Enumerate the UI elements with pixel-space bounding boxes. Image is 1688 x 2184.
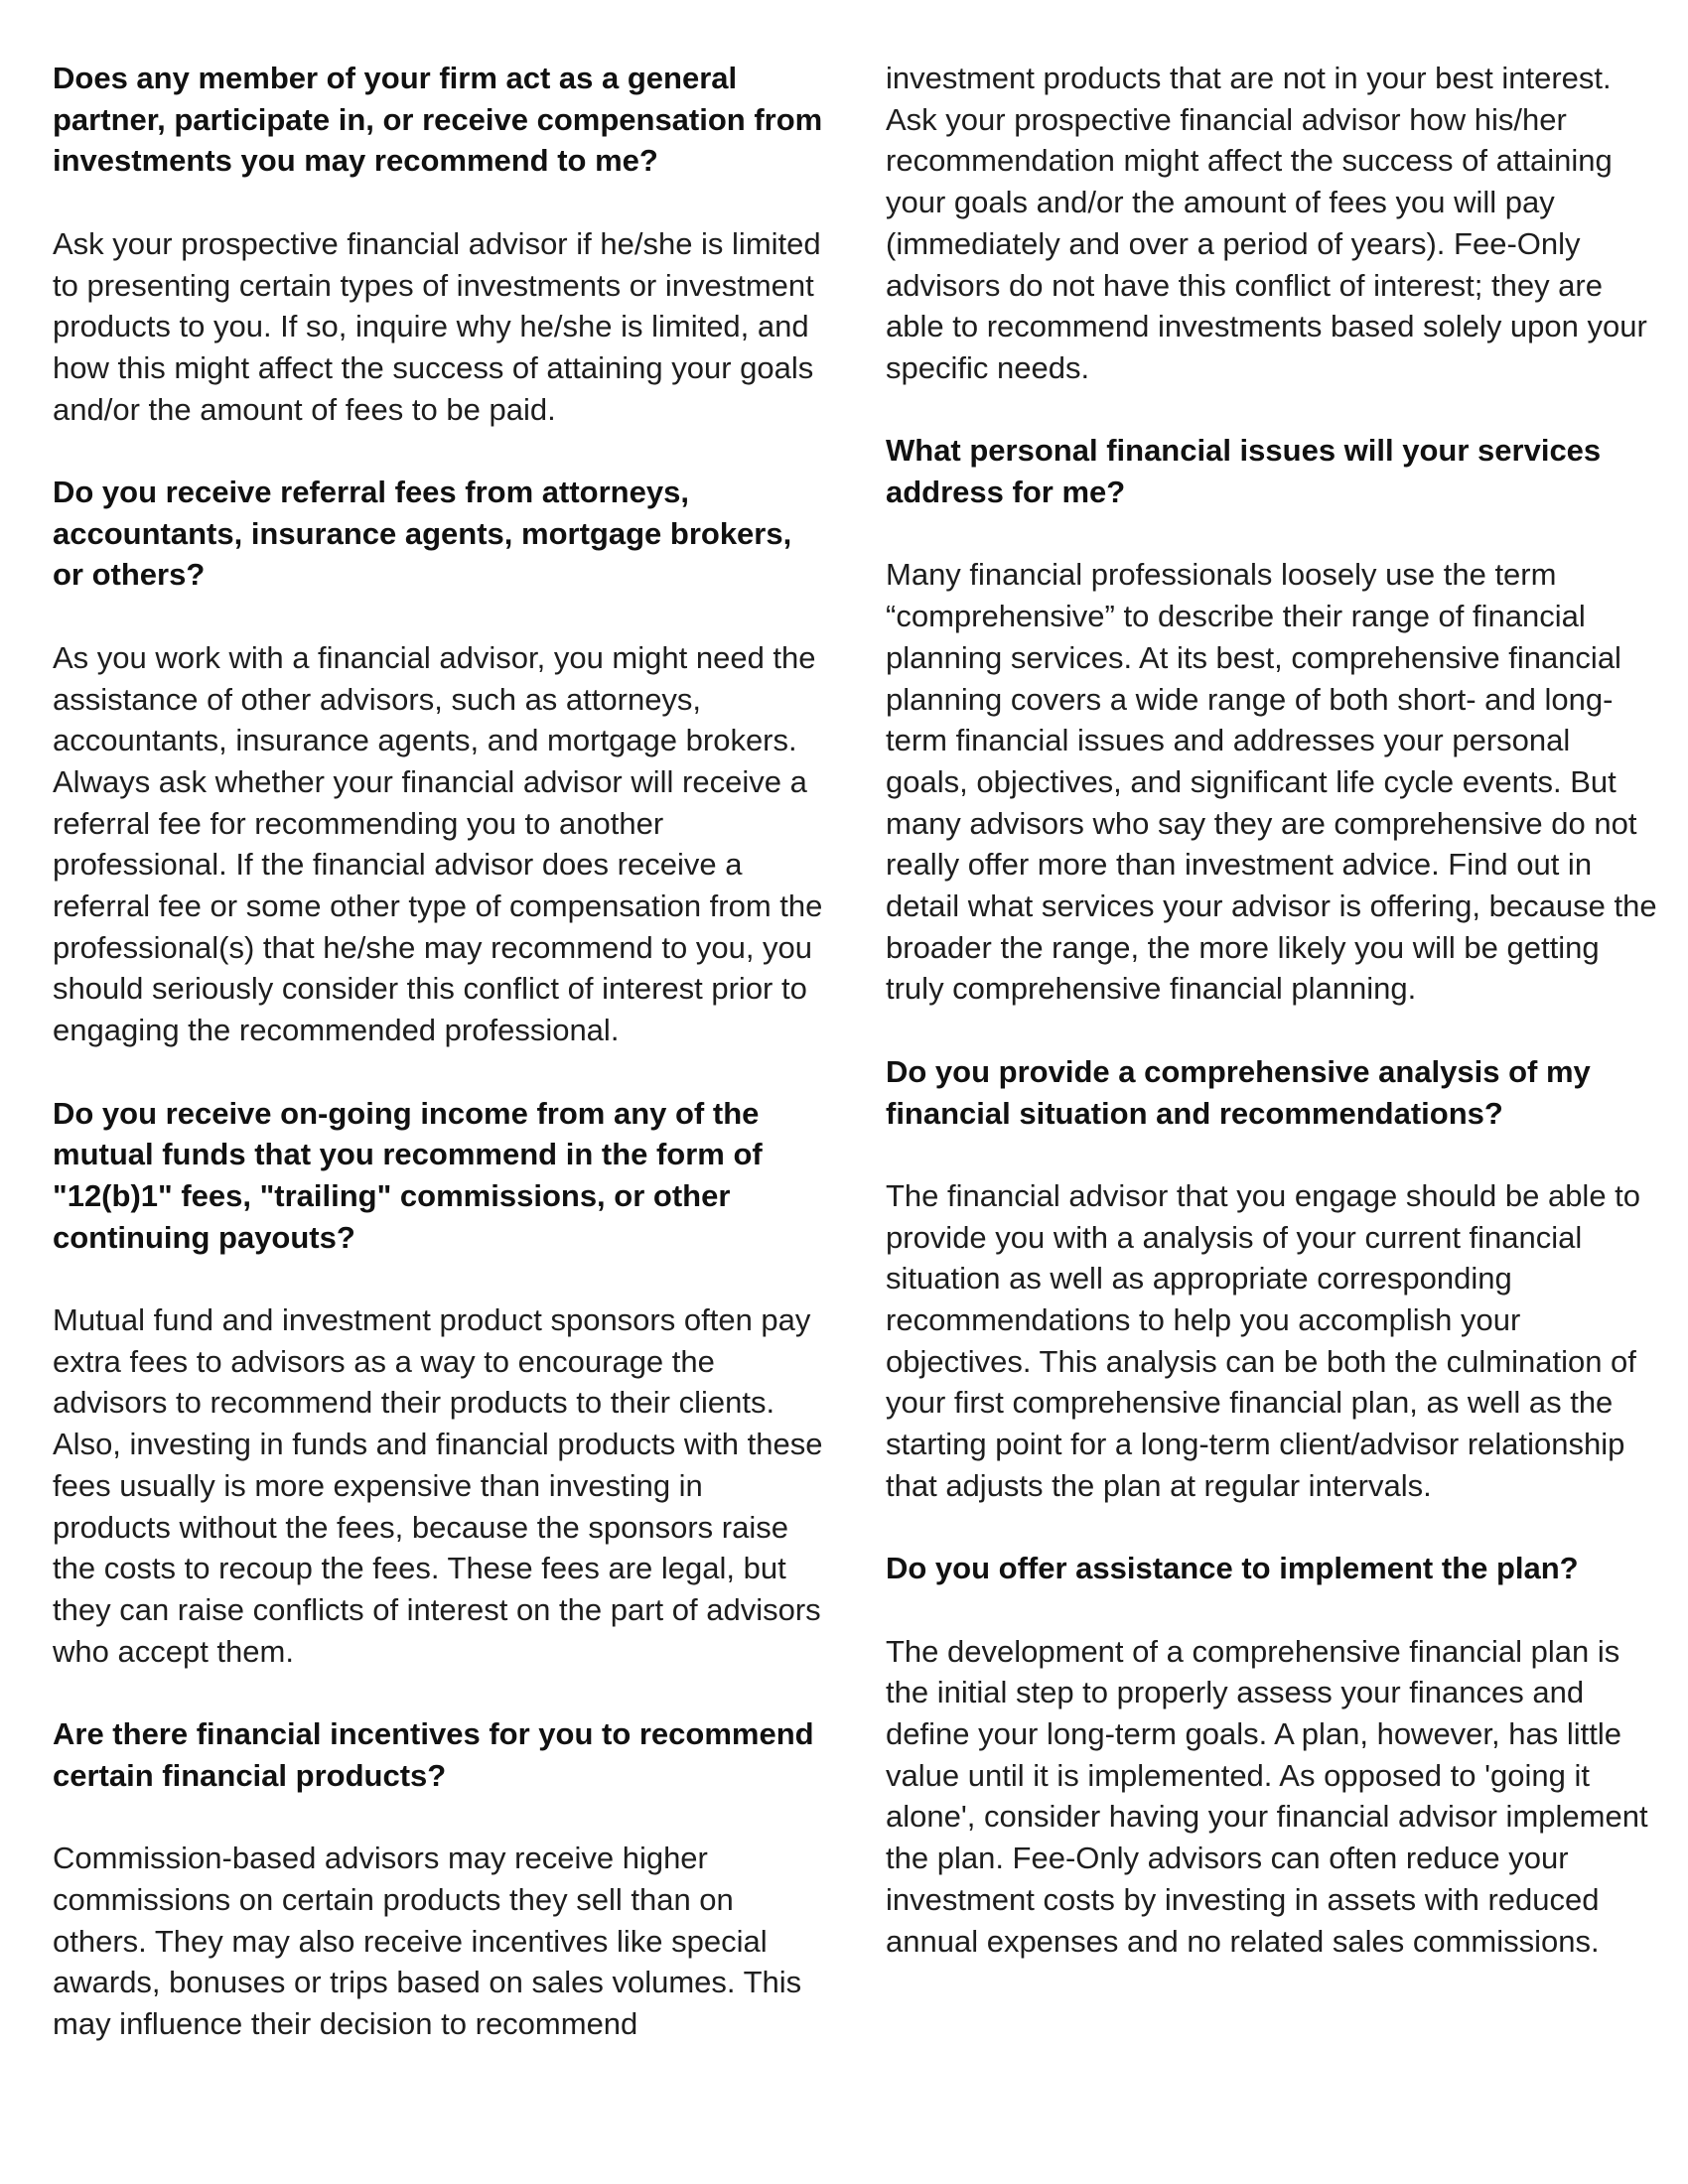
question-ongoing-income-heading: Do you receive on-going income from any of the mutual funds that you recommend in the form of "12(b)1" fees, "trailing" commissions, or other continuing payouts? (53, 1095, 763, 1255)
answer-referral-fees-paragraph: As you work with a financial advisor, you might need the assistance of other advisors, such as attorneys, accountants, insurance agents, and mortgage brokers. Always ask whether your financial advisor will receive a referral fee for recommending you to another professional. If the financial advisor does receive a referral fee or some other type of compensation from the professional(s) that he/she may recommend to you, you should seriously consider this conflict of interest prior to engaging the recommended professional. (53, 639, 823, 1048)
question-implementation-heading: Do you offer assistance to implement the plan? (886, 1551, 1579, 1586)
answer-implementation-paragraph: The development of a comprehensive financial plan is the initial step to properly assess your finances and define your long-term goals. A plan, however, has little value until it is implemented. As opposed to 'going it alone', consider having your financial advisor implement the plan. Fee-Only advisors can often reduce your investment costs by investing in assets with reduced annual expenses and no related sales commissions. (886, 1633, 1648, 1959)
question-referral-fees-heading: Do you receive referral fees from attorneys, accountants, insurance agents, mortgage brokers, or others? (53, 475, 792, 593)
answer-financial-incentives-continued-paragraph: investment products that are not in your best interest. Ask your prospective financial advisor how his/her recommendation might affect the success of attaining your goals and/or the amount of fees you will pay (immediately and over a period of years). Fee-Only advisors do not have this conflict of interest; they are able to recommend investments based solely upon your specific needs. (886, 61, 1647, 385)
answer-general-partner-paragraph: Ask your prospective financial advisor if he/she is limited to presenting certain types of investments or investment products to you. If so, inquire why he/she is limited, and how this might affect the success of attaining your goals and/or the amount of fees to be paid. (53, 225, 821, 427)
right-column (886, 58, 1660, 1962)
answer-financial-incentives-paragraph: Commission-based advisors may receive higher commissions on certain products they sell than on others. They may also receive incentives like special awards, bonuses or trips based on sales volumes. This may influence their decision to recommend (53, 1841, 802, 2041)
answer-personal-issues-paragraph: Many financial professionals loosely use the term “comprehensive” to describe their range of financial planning services. At its best, comprehensive financial planning covers a wide range of both short- and long-term financial issues and addresses your personal goals, objectives, and significant life cycle events. But many advisors who say they are comprehensive do not really offer more than investment advice. Find out in detail what services your advisor is offering, because the broader the range, the more likely you will be getting truly comprehensive financial planning. (886, 557, 1657, 1007)
left-column (53, 58, 827, 2045)
question-financial-incentives-heading: Are there financial incentives for you to recommend certain financial products? (53, 1716, 814, 1793)
answer-ongoing-income-paragraph: Mutual fund and investment product sponsors often pay extra fees to advisors as a way to encourage the advisors to recommend their products to their clients. Also, investing in funds and financial products with these fees usually is more expensive than investing in products without the fees, because the sponsors raise the costs to recoup the fees. These fees are legal, but they can raise conflicts of interest on the part of advisors who accept them. (53, 1302, 823, 1669)
answer-comprehensive-analysis-paragraph: The financial advisor that you engage should be able to provide you with a analysis of your current financial situation as well as appropriate corresponding recommendations to help you accomplish your objectives. This analysis can be both the culmination of your first comprehensive financial plan, as well as the starting point for a long-term client/advisor relationship that adjusts the plan at regular intervals. (886, 1177, 1641, 1503)
question-general-partner-heading: Does any member of your firm act as a general partner, participate in, or receive compensation from investments you may recommend to me? (53, 61, 823, 179)
question-personal-issues-heading: What personal financial issues will your services address for me? (886, 433, 1602, 510)
question-comprehensive-analysis-heading: Do you provide a comprehensive analysis of my financial situation and recommendations? (886, 1053, 1591, 1131)
